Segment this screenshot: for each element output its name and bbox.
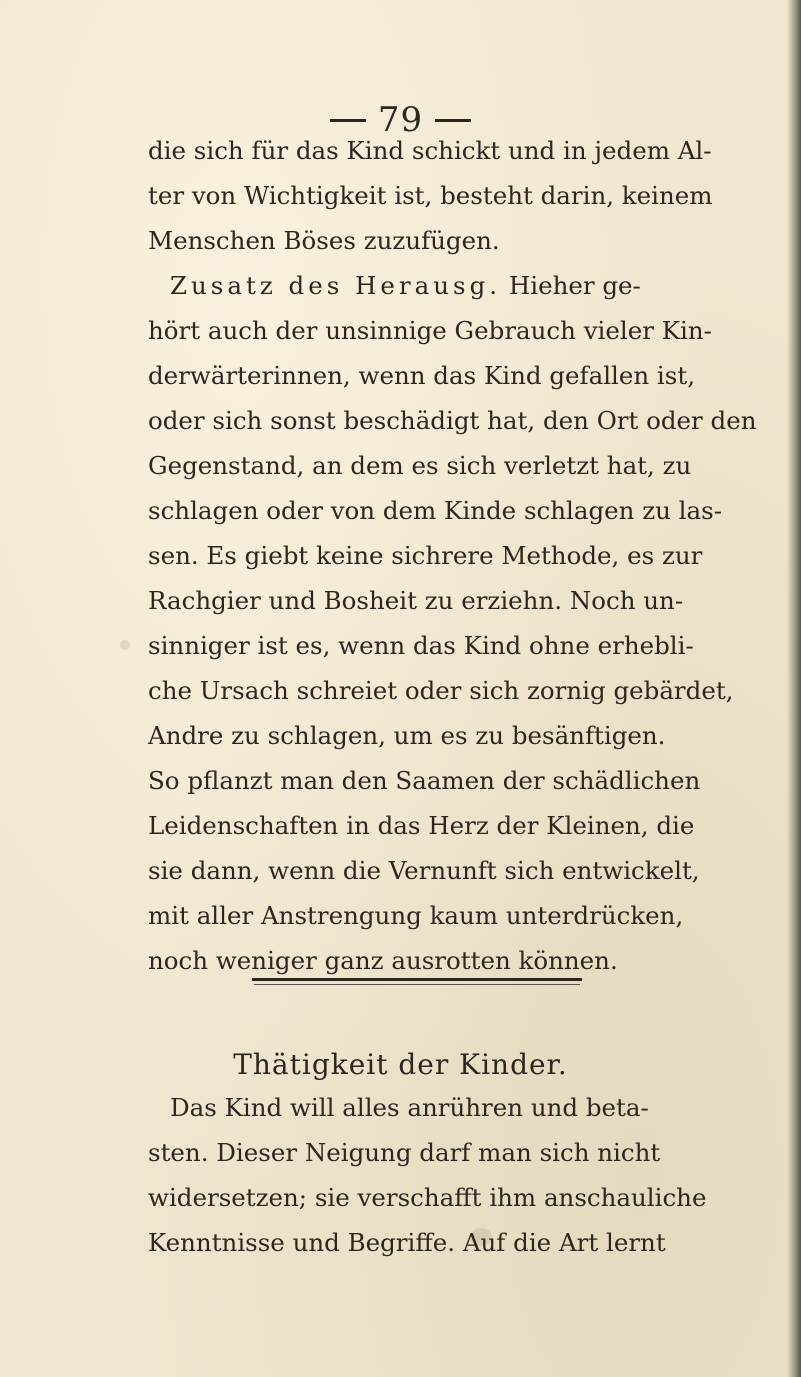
text-line-with-note [148,263,758,308]
paper-stain [120,640,130,650]
section-divider [252,978,582,981]
text-line: sten. Dieser Neigung darf man sich nicht [148,1138,661,1167]
text-fragment: Hieher ge- [501,271,641,300]
text-line: hört auch der unsinnige Gebrauch vieler Kin- [148,316,712,345]
header-dash-left [330,119,366,122]
header-dash-right [435,119,471,122]
text-line: schlagen oder von dem Kinde schlagen zu las- [148,496,722,525]
text-line: die sich für das Kind schickt und in jedem Al- [148,136,712,165]
text-line: derwärterinnen, wenn das Kind gefallen ist, [148,361,695,390]
text-line: Rachgier und Bosheit zu erziehn. Noch un- [148,586,684,615]
text-line: Andre zu schlagen, um es zu besänftigen. [148,721,666,750]
text-line: oder sich sonst beschädigt hat, den Ort oder den [148,406,757,435]
text-line: ter von Wichtigkeit ist, besteht darin, keinem [148,181,713,210]
body-text [148,128,758,983]
text-line: sen. Es giebt keine sichrere Methode, es zur [148,541,703,570]
text-line: Leidenschaften in das Herz der Kleinen, die [148,811,695,840]
text-line: che Ursach schreiet oder sich zornig gebärdet, [148,676,734,705]
page-edge-shadow [787,0,801,1377]
section-body-text [148,1085,758,1265]
text-line: sie dann, wenn die Vernunft sich entwickelt, [148,856,700,885]
text-line: Das Kind will alles anrühren und beta- [170,1093,649,1122]
text-line: sinniger ist es, wenn das Kind ohne erhebli- [148,631,694,660]
page-number: 79 [377,100,424,140]
text-line: Menschen Böses zuzufügen. [148,226,500,255]
text-line: Kenntnisse und Begriffe. Auf die Art lernt [148,1228,666,1257]
text-line: So pflanzt man den Saamen der schädlichen [148,766,701,795]
section-divider-thin [254,984,580,985]
text-line: noch weniger ganz ausrotten können. [148,946,618,975]
text-line: Gegenstand, an dem es sich verletzt hat, zu [148,451,692,480]
text-line: widersetzen; sie verschafft ihm anschauliche [148,1183,707,1212]
text-line: mit aller Anstrengung kaum unterdrücken, [148,901,684,930]
editor-note-label: Zusatz des Herausg. [170,271,502,300]
section-heading: Thätigkeit der Kinder. [233,1048,568,1081]
